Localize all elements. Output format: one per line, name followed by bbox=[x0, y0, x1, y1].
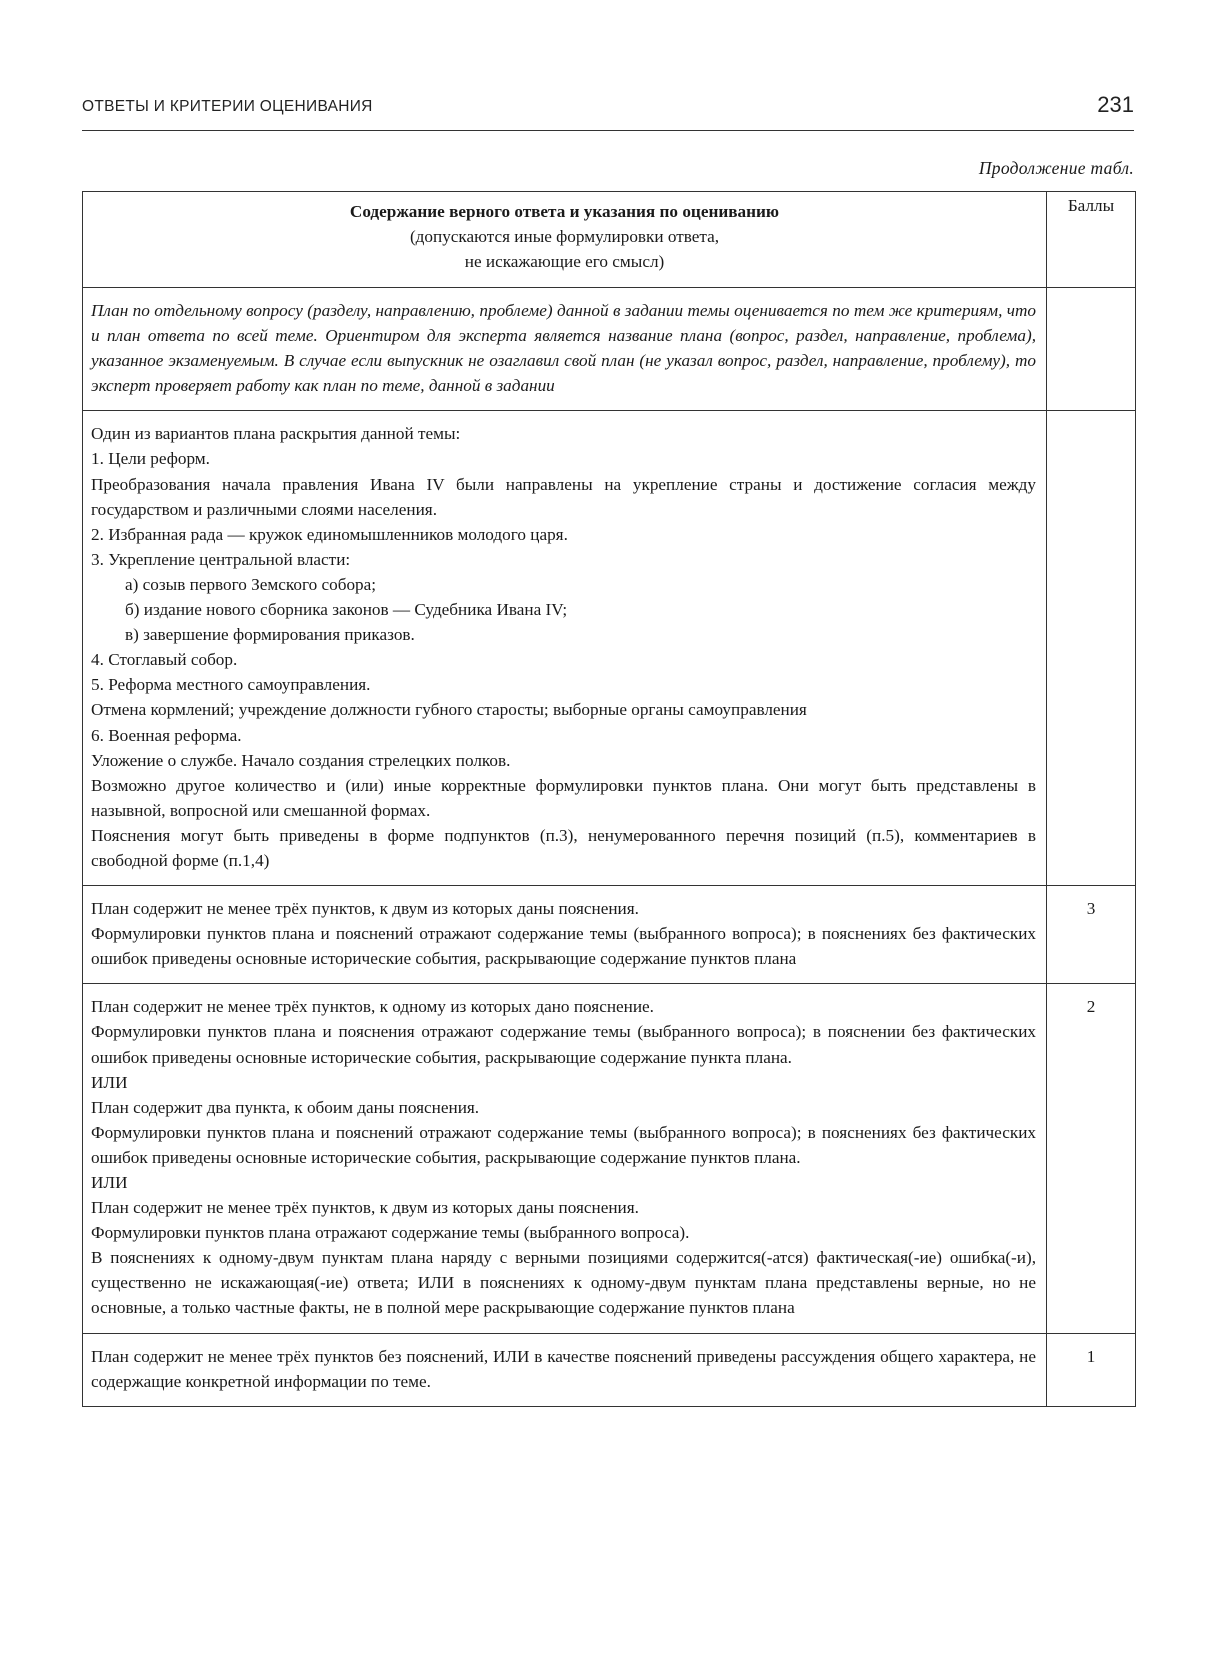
page-number: 231 bbox=[1097, 92, 1134, 117]
expert-note: План по отдельному вопросу (разделу, направлению, проблеме) данной в задании темы оценивается по тем же критериям, что и план ответа по всей теме. Ориентиром для эксперта является название плана (вопрос, раздел, направление, проблема), указанное экзаменуемым. В случае если выпускник не озаглавил свой план (не указал вопрос, раздел, направление, проблему), то эксперт проверяет работу как план по теме, данной в задании bbox=[83, 288, 1047, 411]
plan-line: Преобразования начала правления Ивана IV были направлены на укрепление страны и достижение согласия между государством и различными слоями населения. bbox=[91, 474, 1036, 519]
header-line: (допускаются иные формулировки ответа, bbox=[409, 227, 720, 247]
note-row bbox=[83, 288, 1136, 411]
criterion-or: ИЛИ bbox=[91, 1072, 128, 1092]
criterion-line: План содержит не менее трёх пунктов без пояснений, ИЛИ в качестве пояснений приведены рассуждения общего характера, не содержащие конкретной информации по теме. bbox=[91, 1346, 1036, 1391]
table-header-row bbox=[83, 192, 1136, 288]
plan-line: 3. Укрепление центральной власти: bbox=[91, 549, 351, 569]
criteria-table bbox=[82, 191, 1136, 1407]
table-continuation-label: Продолжение табл. bbox=[978, 158, 1134, 178]
criterion-line: План содержит не менее трёх пунктов, к двум из которых даны пояснения. bbox=[91, 899, 639, 919]
plan-content bbox=[83, 411, 1047, 886]
score-cell-empty bbox=[1047, 288, 1136, 411]
plan-line: Отмена кормлений; учреждение должности губного старосты; выборные органы самоуправления bbox=[91, 700, 807, 720]
criterion-row-2 bbox=[83, 984, 1136, 1333]
criterion-line: План содержит не менее трёх пунктов, к двум из которых даны пояснения. bbox=[91, 1198, 639, 1218]
score-value: 2 bbox=[1047, 984, 1136, 1333]
plan-row bbox=[83, 411, 1136, 886]
criterion-text bbox=[83, 1333, 1047, 1406]
criterion-line: План содержит два пункта, к обоим даны пояснения. bbox=[91, 1097, 480, 1117]
plan-line: 5. Реформа местного самоуправления. bbox=[91, 675, 371, 695]
score-value: 3 bbox=[1047, 886, 1136, 984]
header-line: не искажающие его смысл) bbox=[464, 252, 665, 272]
header-rule bbox=[82, 130, 1134, 131]
header-line: Содержание верного ответа и указания по оцениванию bbox=[349, 202, 780, 221]
score-value: 1 bbox=[1047, 1333, 1136, 1406]
criterion-line: Формулировки пунктов плана и пояснения отражают содержание темы (выбранного вопроса); в пояснении без фактических ошибок приведены основные исторические события, раскрывающие содержание пункта плана. bbox=[91, 1022, 1036, 1067]
content-column-header bbox=[83, 192, 1047, 288]
criterion-line: В пояснениях к одному-двум пунктам плана наряду с верными позициями содержится(-атся) фактическая(-ие) ошибка(-и), существенно не искажающая(-ие) ответа; ИЛИ в пояснениях к одному-двум пунктам плана представлены верные, но не основные, а только частные факты, не в полной мере раскрывающие содержание пунктов плана bbox=[91, 1248, 1036, 1318]
criterion-row-3 bbox=[83, 886, 1136, 984]
plan-line: 2. Избранная рада — кружок единомышленников молодого царя. bbox=[91, 524, 568, 544]
criterion-text bbox=[83, 984, 1047, 1333]
criterion-line: Формулировки пунктов плана и пояснений отражают содержание темы (выбранного вопроса); в пояснениях без фактических ошибок приведены основные исторические события, раскрывающие содержание пунктов плана. bbox=[91, 1122, 1036, 1167]
criterion-line: Формулировки пунктов плана отражают содержание темы (выбранного вопроса). bbox=[91, 1223, 690, 1243]
plan-line: Пояснения могут быть приведены в форме подпунктов (п.3), ненумерованного перечня позиций (п.5), комментариев в свободной форме (п.1,4) bbox=[91, 825, 1036, 870]
plan-line: 4. Стоглавый собор. bbox=[91, 650, 238, 670]
plan-subitem: б) издание нового сборника законов — Судебника Ивана IV; bbox=[125, 600, 568, 620]
plan-line: Уложение о службе. Начало создания стрелецких полков. bbox=[91, 750, 511, 770]
score-cell-empty bbox=[1047, 411, 1136, 886]
criterion-or: ИЛИ bbox=[91, 1173, 128, 1192]
plan-line: 6. Военная реформа. bbox=[91, 725, 242, 745]
plan-subitem: а) созыв первого Земского собора; bbox=[125, 574, 377, 594]
plan-line: Возможно другое количество и (или) иные корректные формулировки пунктов плана. Они могут быть представлены в назывной, вопросной или смешанной формах. bbox=[91, 775, 1036, 820]
criterion-row-1 bbox=[83, 1333, 1136, 1406]
running-title: ОТВЕТЫ И КРИТЕРИИ ОЦЕНИВАНИЯ bbox=[82, 98, 373, 115]
criterion-line: Формулировки пунктов плана и пояснений отражают содержание темы (выбранного вопроса); в пояснениях без фактических ошибок приведены основные исторические события, раскрывающие содержание пунктов плана bbox=[91, 924, 1036, 969]
score-column-header: Баллы bbox=[1047, 192, 1136, 288]
criterion-line: План содержит не менее трёх пунктов, к одному из которых дано пояснение. bbox=[91, 997, 654, 1017]
plan-line: Один из вариантов плана раскрытия данной темы: bbox=[91, 424, 461, 444]
plan-subitem: в) завершение формирования приказов. bbox=[125, 625, 415, 645]
criterion-text bbox=[83, 886, 1047, 984]
plan-line: 1. Цели реформ. bbox=[91, 449, 210, 469]
